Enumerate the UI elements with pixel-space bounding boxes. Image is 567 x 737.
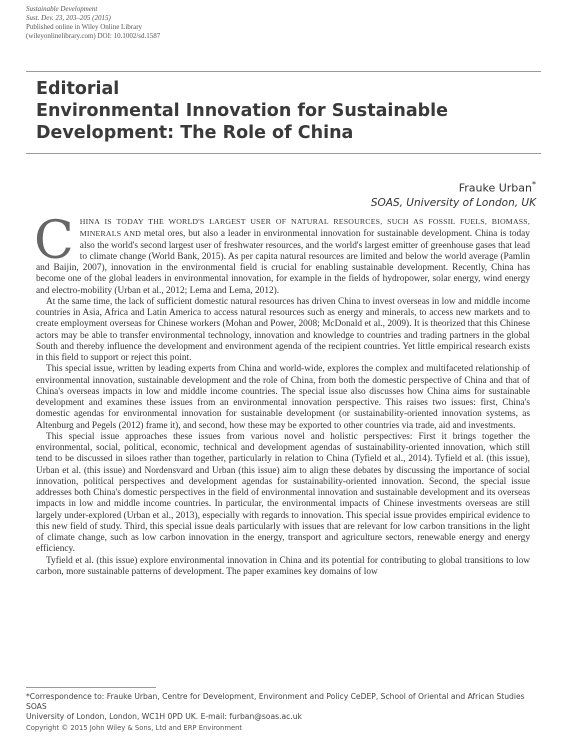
paragraph-3: This special issue, written by leading experts from China and world-wide, explores the complex and multifaceted relationship of environmental innovation, sustainable development and the role of China, from both the domestic perspective of China and that of China's overseas impacts in low and middle income countries. The special issue also discusses how China aims for sustainable development and examines these issues from an environmental innovation perspective. This raises two issues: first, China's domestic agendas for environmental innovation for sustainable development (or sustainability-oriented innovation systems, as Altenburg and Pegels (2012) frame it), and second, how these may be exported to other countries via trade, aid and investments.	[36, 364, 530, 431]
article-body	[34, 211, 530, 578]
paragraph-1	[34, 211, 530, 297]
title-divider	[26, 153, 541, 154]
paragraph-5: Tyfield et al. (this issue) explore environmental innovation in China and its potential for contributing to global transitions to low carbon, more sustainable patterns of development. The paper examines key domains of low	[36, 555, 530, 577]
correspondence-note	[26, 692, 546, 722]
journal-published: Published online in Wiley Online Library	[26, 23, 143, 31]
correspondence-line-2: University of London, London, WC1H 0PD UK. E-mail: furban@soas.ac.uk	[26, 712, 302, 721]
copyright-line: Copyright © 2015 John Wiley & Sons, Ltd and ERP Environment	[26, 724, 243, 732]
author-line	[459, 180, 536, 195]
author-name: Frauke Urban	[458, 181, 532, 195]
top-divider	[26, 71, 541, 72]
title-line-2: Development: The Role of China	[36, 123, 354, 143]
journal-doi[interactable]: (wileyonlinelibrary.com) DOI: 10.1002/sd.1587	[26, 32, 161, 40]
journal-citation: Sust. Dev. 23, 203–205 (2015)	[26, 14, 111, 22]
author-affiliation: SOAS, University of London, UK	[370, 197, 536, 209]
journal-name: Sustainable Development	[26, 5, 98, 13]
paragraph-4: This special issue approaches these issues from various novel and holistic perspectives: First it brings together the environmental, social, political, economic, technical and development agendas of sustainability-oriented innovation, which still tend to be discussed in siloes rather than together, particularly in relation to China (Tyfield et al., 2014). Tyfield et al. (this issue), Urban et al. (this issue) and Nordensvard and Urban (this issue) aim to align these debates by discussing the importance of social innovation, political perspectives and development agendas for sustainability-oriented innovation. Second, the special issue addresses both China's domestic perspectives in the field of environmental innovation and sustainable development and its overseas impacts in low and middle income countries. In particular, the environmental impacts of Chinese investments overseas are still largely under-explored (Urban et al., 2013), especially with regards to innovation. This special issue provides empirical evidence to this new field of study. Third, this special issue deals particularly with issues that are relevant for low carbon transitions in the light of climate change, such as low carbon innovation in the energy, transport and agriculture sectors, renewable energy and energy efficiency.	[36, 431, 530, 555]
section-label: Editorial	[36, 79, 120, 99]
article-headline	[36, 78, 536, 144]
correspondence-line-1: *Correspondence to: Frauke Urban, Centre for Development, Environment and Policy CeDEP, School of Oriental and African Studies SOAS	[26, 692, 525, 711]
drop-cap: C	[34, 211, 74, 271]
journal-meta	[26, 5, 160, 41]
paragraph-2: At the same time, the lack of sufficient domestic natural resources has driven China to invest overseas in low and middle income countries in Asia, Africa and Latin America to access natural resources such as energy and minerals, to access new markets and to create employment overseas for Chinese workers (Mohan and Power, 2008; McDonald et al., 2009). It is theorized that this Chinese actors may be able to transfer environmental technology, innovation and knowledge to countries and trading partners in the global South and thereby influence the development and environment agenda of the recipient countries. Yet little empirical research exists in this field to support or reject this point.	[36, 296, 530, 363]
paragraph-1-text: metal ores, but also a leader in environmental innovation for sustainable development. China is today also the world's second largest user of freshwater resources, and the world's largest emitter of greenhouse gases that lead to climate change (World Bank, 2015). As per capita natural resources are limited and below the world average (Pamlin and Baijin, 2007), innovation in the environmental field is crucial for enabling sustainable development. Recently, China has become one of the global leaders in environmental innovation, for example in the fields of hydropower, solar energy, wind energy and electro-mobility (Urban et al., 2012; Lema and Lema, 2012).	[36, 229, 530, 296]
paragraph-1-lead: HINA IS TODAY THE WORLD'S LARGEST USER OF NATURAL RESOURCES, SUCH AS FOSSIL FUELS, BIOMASS, MINERALS AND	[79, 217, 530, 239]
title-line-1: Environmental Innovation for Sustainable	[36, 101, 449, 121]
author-mark: *	[532, 180, 536, 189]
footnote-divider	[26, 687, 156, 688]
